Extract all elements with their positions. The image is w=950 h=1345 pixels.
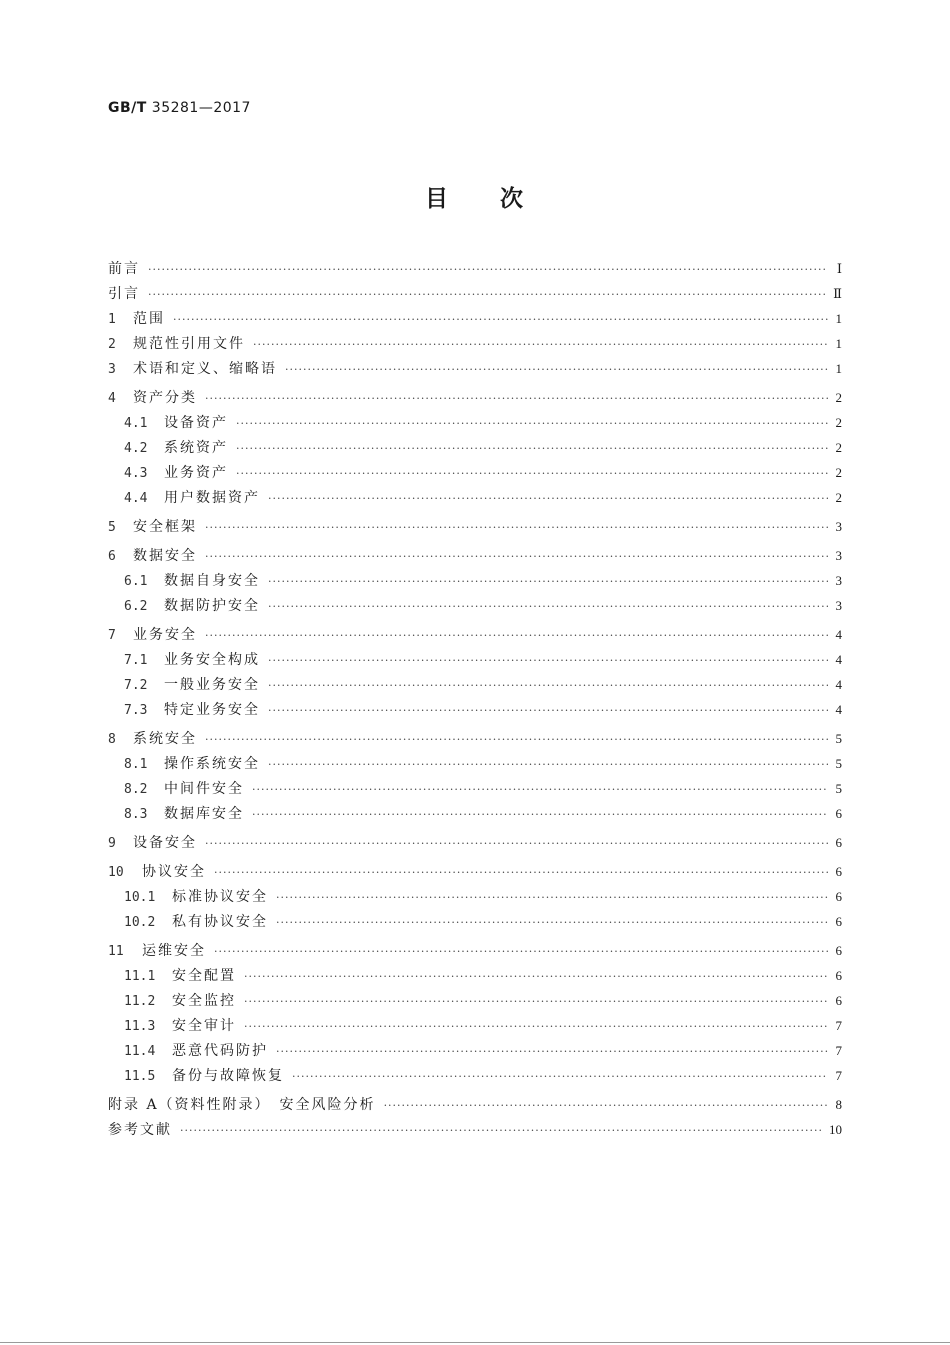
toc-entry-page: 4: [835, 702, 842, 717]
toc-entry-page: 6: [835, 968, 842, 983]
toc-entry-number: 11: [108, 944, 124, 959]
dot-leader: [276, 885, 828, 910]
dot-leader: [268, 594, 828, 619]
dot-leader: [148, 257, 828, 282]
toc-entry-title: 私有协议安全: [172, 914, 268, 930]
dot-leader: [244, 989, 828, 1014]
toc-entry-number: 11.2: [124, 994, 156, 1009]
toc-entry-title: 特定业务安全: [164, 702, 260, 718]
toc-entry-number: 10.1: [124, 890, 156, 905]
toc-entry-title: 规范性引用文件: [133, 336, 245, 352]
toc-entry-title: 资产分类: [133, 390, 197, 406]
dot-leader: [253, 332, 828, 357]
dot-leader: [205, 544, 828, 569]
toc-entry-bibliography[interactable]: [108, 1117, 842, 1142]
toc-entry-title: 协议安全: [142, 864, 206, 880]
toc-entry-page: 4: [835, 677, 842, 692]
dot-leader: [244, 964, 828, 989]
dot-leader: [180, 1118, 823, 1143]
toc-entry-number: 6.1: [124, 574, 148, 589]
toc-entry-page: 1: [835, 336, 842, 351]
toc-entry-11-5[interactable]: [108, 1063, 842, 1088]
toc-entry-title: 数据自身安全: [164, 573, 260, 589]
dot-leader: [236, 411, 828, 436]
toc-entry-10-1[interactable]: [108, 884, 842, 909]
toc-entry-4-4[interactable]: [108, 485, 842, 510]
toc-entry-page: 7: [835, 1043, 842, 1058]
toc-entry-annex-a[interactable]: [108, 1092, 842, 1117]
toc-entry-page: 6: [835, 914, 842, 929]
dot-leader: [276, 1039, 828, 1064]
toc-entry-title: 附录 A（资料性附录） 安全风险分析: [108, 1097, 376, 1113]
toc-entry-number: 1: [108, 312, 116, 327]
toc-entry-title: 系统资产: [164, 440, 228, 456]
toc-entry-page: 1: [835, 311, 842, 326]
toc-entry-number: 6: [108, 549, 116, 564]
toc-entry-page: 3: [835, 573, 842, 588]
toc-entry-title: 操作系统安全: [164, 756, 260, 772]
toc-entry-title: 设备资产: [164, 415, 228, 431]
toc-entry-title: 引言: [108, 286, 140, 302]
toc-entry-number: 2: [108, 337, 116, 352]
toc-entry-3[interactable]: [108, 356, 842, 381]
page-title: [0, 180, 950, 213]
toc-entry-page: 6: [835, 806, 842, 821]
toc-entry-number: 8.1: [124, 757, 148, 772]
toc-entry-title: 设备安全: [133, 835, 197, 851]
standard-prefix: GB/T: [108, 100, 147, 116]
dot-leader: [268, 569, 828, 594]
toc-entry-page: 3: [835, 598, 842, 613]
dot-leader: [252, 802, 828, 827]
toc-entry-title: 系统安全: [133, 731, 197, 747]
dot-leader: [285, 357, 828, 382]
toc-entry-number: 4.4: [124, 491, 148, 506]
toc-entry-title: 用户数据资产: [164, 490, 260, 506]
toc-entry-number: 10: [108, 865, 124, 880]
toc-entry-number: 7.2: [124, 678, 148, 693]
toc-entry-title: 安全框架: [133, 519, 197, 535]
toc-entry-page: 2: [835, 415, 842, 430]
toc-entry-page: Ⅰ: [836, 261, 842, 276]
toc-entry-6-2[interactable]: [108, 593, 842, 618]
dot-leader: [384, 1093, 828, 1118]
toc-entry-6[interactable]: [108, 543, 842, 568]
toc-entry-number: 7.1: [124, 653, 148, 668]
toc-entry-7-1[interactable]: [108, 647, 842, 672]
toc-entry-title: 前言: [108, 261, 140, 277]
dot-leader: [268, 752, 828, 777]
toc-entry-title: 恶意代码防护: [172, 1043, 268, 1059]
toc-entry-6-1[interactable]: [108, 568, 842, 593]
toc-entry-title: 运维安全: [142, 943, 206, 959]
toc-entry-title: 备份与故障恢复: [172, 1068, 284, 1084]
toc-entry-page: 10: [829, 1122, 842, 1137]
toc-entry-4-1[interactable]: [108, 410, 842, 435]
toc-entry-page: 2: [835, 465, 842, 480]
toc-entry-title: 范围: [133, 311, 165, 327]
dot-leader: [205, 386, 828, 411]
toc-entry-7-2[interactable]: [108, 672, 842, 697]
toc-entry-page: 5: [835, 756, 842, 771]
toc-entry-number: 4.1: [124, 416, 148, 431]
dot-leader: [252, 777, 828, 802]
toc-entry-page: 6: [835, 889, 842, 904]
dot-leader: [236, 461, 828, 486]
toc-entry-number: 3: [108, 362, 116, 377]
toc-entry-11-2[interactable]: [108, 988, 842, 1013]
standard-number: 35281—2017: [151, 100, 251, 116]
dot-leader: [268, 648, 828, 673]
toc-entry-page: Ⅱ: [833, 286, 842, 301]
dot-leader: [292, 1064, 828, 1089]
page-bottom-rule: [0, 1342, 950, 1343]
toc-entry-title: 数据库安全: [164, 806, 244, 822]
toc-entry-page: 2: [835, 390, 842, 405]
toc-entry-page: 3: [835, 519, 842, 534]
dot-leader: [268, 486, 828, 511]
toc-entry-11-3[interactable]: [108, 1013, 842, 1038]
toc-entry-title: 数据安全: [133, 548, 197, 564]
toc-entry-page: 5: [835, 731, 842, 746]
toc-entry-number: 7.3: [124, 703, 148, 718]
toc-entry-page: 6: [835, 835, 842, 850]
toc-entry-introduction[interactable]: [108, 281, 842, 306]
toc-entry-title: 一般业务安全: [164, 677, 260, 693]
toc-entry-number: 11.3: [124, 1019, 156, 1034]
toc-entry-7[interactable]: [108, 622, 842, 647]
dot-leader: [276, 910, 828, 935]
toc-entry-number: 11.5: [124, 1069, 156, 1084]
toc-entry-title: 业务安全: [133, 627, 197, 643]
toc-entry-number: 5: [108, 520, 116, 535]
toc-entry-page: 6: [835, 864, 842, 879]
toc-entry-title: 数据防护安全: [164, 598, 260, 614]
toc-entry-number: 4.3: [124, 466, 148, 481]
toc-entry-11[interactable]: [108, 938, 842, 963]
toc-entry-number: 9: [108, 836, 116, 851]
dot-leader: [244, 1014, 828, 1039]
toc-entry-9[interactable]: [108, 830, 842, 855]
toc-entry-number: 11.4: [124, 1044, 156, 1059]
dot-leader: [268, 698, 828, 723]
toc-entry-title: 参考文献: [108, 1122, 172, 1138]
dot-leader: [268, 673, 828, 698]
toc-entry-title: 业务安全构成: [164, 652, 260, 668]
toc-entry-number: 10.2: [124, 915, 156, 930]
toc-entry-11-1[interactable]: [108, 963, 842, 988]
toc-entry-4[interactable]: [108, 385, 842, 410]
dot-leader: [148, 282, 827, 307]
standard-code: [108, 100, 251, 116]
toc-entry-title: 标准协议安全: [172, 889, 268, 905]
toc-entry-title: 中间件安全: [164, 781, 244, 797]
toc-entry-10[interactable]: [108, 859, 842, 884]
toc-entry-page: 7: [835, 1018, 842, 1033]
toc-entry-page: 1: [835, 361, 842, 376]
toc-entry-8-1[interactable]: [108, 751, 842, 776]
dot-leader: [205, 623, 828, 648]
toc-entry-number: 8.2: [124, 782, 148, 797]
toc-entry-10-2[interactable]: [108, 909, 842, 934]
dot-leader: [205, 727, 828, 752]
toc-entry-title: 术语和定义、缩略语: [133, 361, 277, 377]
toc-entry-number: 8.3: [124, 807, 148, 822]
toc-entry-8[interactable]: [108, 726, 842, 751]
toc-entry-title: 业务资产: [164, 465, 228, 481]
toc-entry-page: 2: [835, 440, 842, 455]
toc-entry-number: 4: [108, 391, 116, 406]
dot-leader: [236, 436, 828, 461]
toc-entry-page: 3: [835, 548, 842, 563]
toc-entry-title: 安全监控: [172, 993, 236, 1009]
toc-entry-4-3[interactable]: [108, 460, 842, 485]
toc-entry-page: 8: [835, 1097, 842, 1112]
toc-entry-page: 7: [835, 1068, 842, 1083]
toc-entry-4-2[interactable]: [108, 435, 842, 460]
toc-entry-page: 4: [835, 652, 842, 667]
dot-leader: [214, 860, 828, 885]
toc-entry-number: 8: [108, 732, 116, 747]
toc-entry-page: 4: [835, 627, 842, 642]
toc-entry-foreword[interactable]: [108, 256, 842, 281]
toc-entry-8-2[interactable]: [108, 776, 842, 801]
toc-entry-number: 7: [108, 628, 116, 643]
toc-entry-number: 6.2: [124, 599, 148, 614]
dot-leader: [214, 939, 828, 964]
toc-entry-page: 2: [835, 490, 842, 505]
table-of-contents: [108, 256, 842, 1142]
toc-entry-title: 安全配置: [172, 968, 236, 984]
dot-leader: [173, 307, 828, 332]
toc-entry-8-3[interactable]: [108, 801, 842, 826]
toc-entry-11-4[interactable]: [108, 1038, 842, 1063]
toc-entry-page: 6: [835, 993, 842, 1008]
toc-entry-number: 4.2: [124, 441, 148, 456]
title-char-2: 次: [500, 186, 525, 212]
dot-leader: [205, 831, 828, 856]
toc-entry-title: 安全审计: [172, 1018, 236, 1034]
toc-entry-number: 11.1: [124, 969, 156, 984]
title-char-1: 目: [425, 186, 450, 212]
toc-entry-2[interactable]: [108, 331, 842, 356]
dot-leader: [205, 515, 828, 540]
toc-entry-7-3[interactable]: [108, 697, 842, 722]
toc-entry-page: 6: [835, 943, 842, 958]
toc-entry-page: 5: [835, 781, 842, 796]
toc-entry-1[interactable]: [108, 306, 842, 331]
toc-entry-5[interactable]: [108, 514, 842, 539]
